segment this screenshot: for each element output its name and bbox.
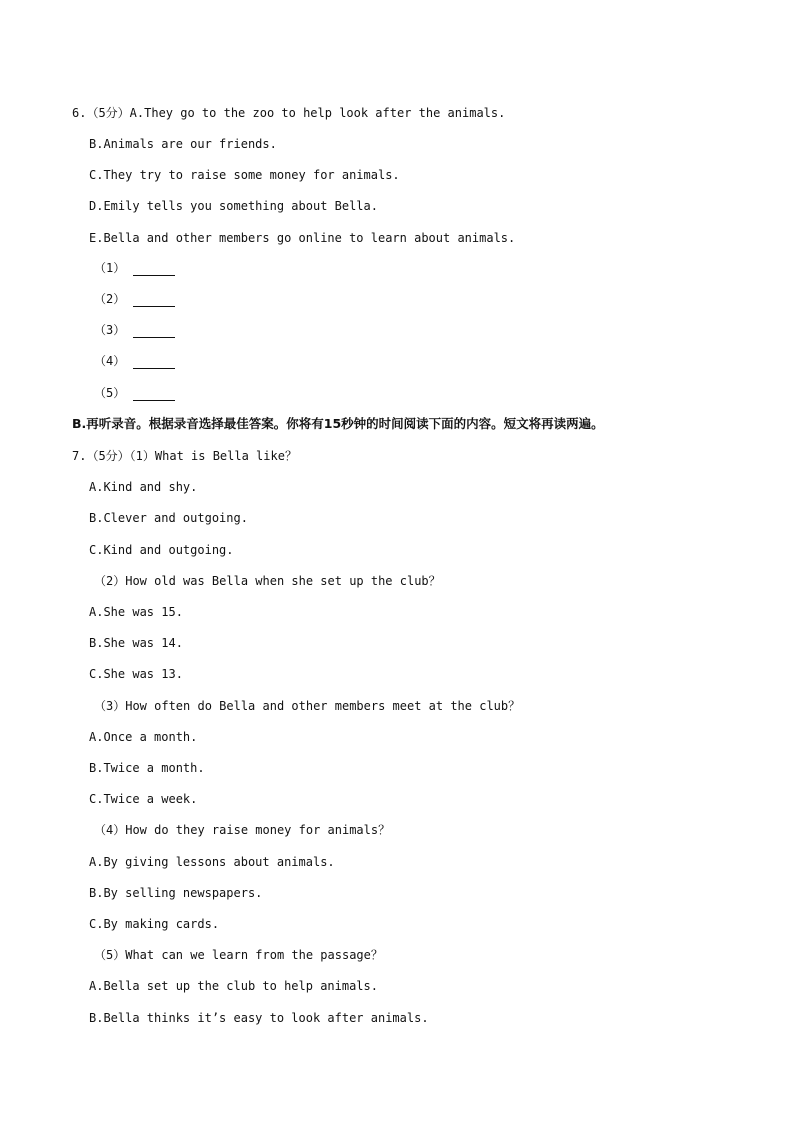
answer-blank-3 [94,322,175,338]
answer-blank-4 [94,353,175,369]
blank-line [133,356,175,369]
q7-3-option-b: B.Twice a month. [89,761,205,775]
q7-5-option-a: A.Bella set up the club to help animals. [89,979,378,993]
option-b: B.Animals are our friends. [89,137,277,151]
answer-blank-1 [94,260,175,276]
option-e: E.Bella and other members go online to learn about animals. [89,231,516,245]
q7-5-option-b: B.Bella thinks it’s easy to look after animals. [89,1011,429,1025]
q7-2-option-a: A.She was 15. [89,605,183,619]
q7-2-question: （2）How old was Bella when she set up the club？ [94,574,441,588]
question-7-stem: 7.（5分）（1）What is Bella like？ [72,449,297,463]
answer-blank-2 [94,291,175,307]
q7-4-option-c: C.By making cards. [89,917,220,931]
blank-label: （3） [94,323,126,337]
q7-2-option-c: C.She was 13. [89,667,183,681]
blank-label: （1） [94,261,126,275]
q7-2-option-b: B.She was 14. [89,636,183,650]
q7-5-question: （5）What can we learn from the passage？ [94,948,383,962]
q7-1-option-b: B.Clever and outgoing. [89,511,248,525]
blank-line [133,388,175,401]
q7-3-option-c: C.Twice a week. [89,792,198,806]
q7-1-option-c: C.Kind and outgoing. [89,543,234,557]
q7-4-option-a: A.By giving lessons about animals. [89,855,335,869]
blank-label: （4） [94,354,126,368]
question-6-stem: 6.（5分）A.They go to the zoo to help look after the animals. [72,106,506,120]
q7-3-option-a: A.Once a month. [89,730,198,744]
q7-1-option-a: A.Kind and shy. [89,480,198,494]
blank-line [133,325,175,338]
blank-line [133,263,175,276]
option-c: C.They try to raise some money for animals. [89,168,400,182]
blank-label: （2） [94,292,126,306]
blank-label: （5） [94,386,126,400]
section-b-instruction: B.再听录音。根据录音选择最佳答案。你将有15秒钟的时间阅读下面的内容。短文将再读两遍。 [72,416,604,431]
q7-4-question: （4）How do they raise money for animals？ [94,823,391,837]
q7-3-question: （3）How often do Bella and other members meet at the club？ [94,699,521,713]
option-d: D.Emily tells you something about Bella. [89,199,378,213]
answer-blank-5 [94,385,175,401]
blank-line [133,294,175,307]
q7-4-option-b: B.By selling newspapers. [89,886,263,900]
